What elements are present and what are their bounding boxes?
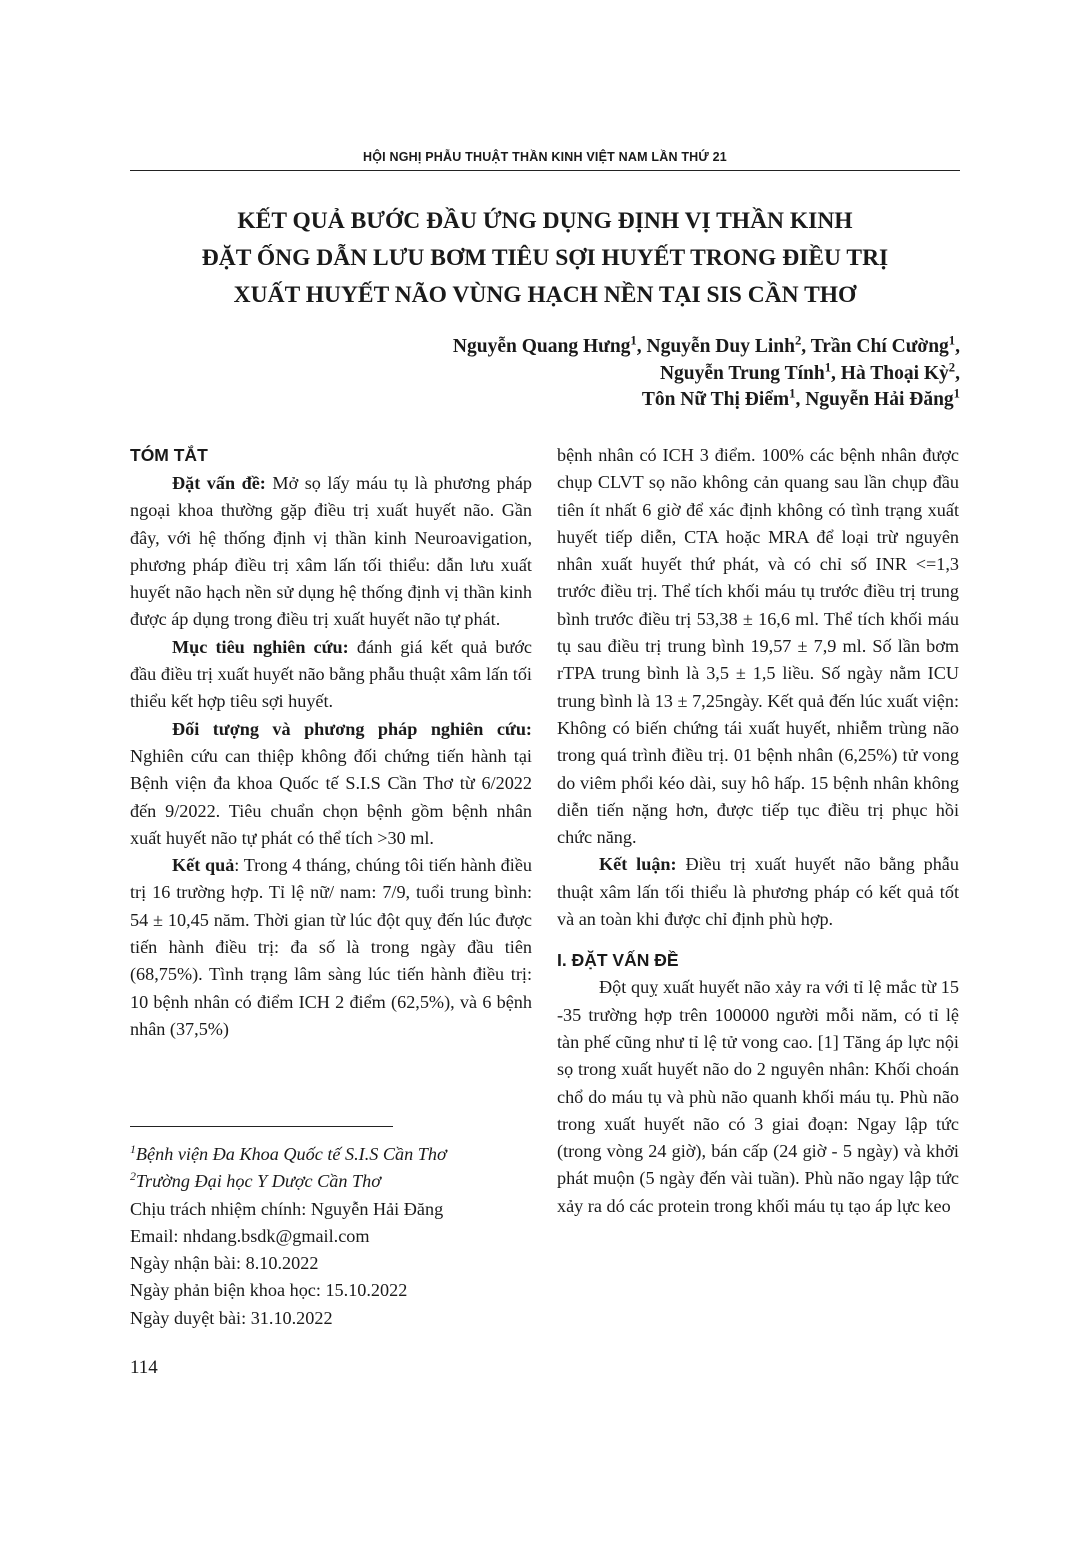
affiliation-marker: 1: [130, 1141, 136, 1156]
author-separator: ,: [801, 336, 811, 357]
objective-text: đánh giá kết quả bước đầu điều trị xuất huyết não bằng phẫu thuật xâm lấn tối thiểu kết hợp tiêu sợi huyết.: [130, 636, 533, 712]
affiliation-1: [130, 1141, 550, 1168]
date-received: Ngày nhận bài: 8.10.2022: [130, 1253, 319, 1274]
left-column: [130, 442, 532, 1043]
corresponding-author: Chịu trách nhiệm chính: Nguyễn Hải Đăng: [130, 1198, 444, 1219]
author-affiliation: 1: [948, 333, 956, 348]
author-affiliation: 2: [948, 360, 956, 374]
author-list: [200, 334, 960, 414]
abstract-background: [130, 470, 532, 634]
right-column: [557, 442, 959, 1220]
author-name: Nguyễn Trung Tính: [659, 362, 825, 384]
background-label: Đặt vấn đề:: [172, 473, 266, 493]
email: Email: nhdang.bsdk@gmail.com: [130, 1225, 370, 1246]
date-reviewed: Ngày phản biện khoa học: 15.10.2022: [130, 1280, 408, 1301]
title-line-3: XUẤT HUYẾT NÃO VÙNG HẠCH NỀN TẠI SIS CẦN THƠ: [233, 282, 857, 308]
author-line-1: [200, 334, 960, 361]
affiliation-text: Trường Đại học Y Dược Cần Thơ: [135, 1171, 381, 1192]
methods-label: Đối tượng và phương pháp nghiên cứu:: [172, 718, 532, 739]
abstract-results: [130, 852, 532, 1043]
header-rule: [130, 170, 960, 171]
author-name: Trần Chí Cường: [810, 336, 949, 357]
author-line-2: [200, 361, 960, 388]
section-1-paragraph: Đột quỵ xuất huyết não xảy ra với tỉ lệ mắc từ 15 -35 trường hợp trên 100000 người mỗi năm, có tỉ lệ tàn phế cũng như tỉ lệ tử vong cao. [1] Tăng áp lực nội sọ trong xuất huyết não do 2 nguyên nhân: Khối choán chổ do máu tụ và phù não quanh khối máu tụ. Phù não trong xuất huyết não có 3 giai đoạn: Ngay lập tức (trong vòng 24 giờ), bán cấp (24 giờ - 5 ngày) và khởi phát muộn (5 ngày đến vài tuần). Phù não ngay lập tức xảy ra dó các protein trong khối máu tụ tạo áp lực keo: [557, 977, 959, 1216]
author-separator: ,: [955, 336, 960, 357]
author-separator: ,: [955, 362, 960, 384]
footnote-rule: [130, 1126, 393, 1127]
footnotes: [130, 1141, 550, 1332]
author-separator: ,: [831, 362, 841, 384]
running-header: HỘI NGHỊ PHẪU THUẬT THẦN KINH VIỆT NAM LẦN THỨ 21: [363, 150, 727, 164]
page-number: 114: [130, 1357, 158, 1378]
results-label: Kết quả: [172, 855, 235, 876]
objective-label: Mục tiêu nghiên cứu:: [172, 636, 349, 657]
affiliation-marker: 2: [130, 1169, 136, 1184]
author-affiliation: 1: [789, 386, 796, 401]
author-affiliation: 1: [824, 360, 832, 374]
author-separator: ,: [636, 336, 647, 357]
author-separator: ,: [795, 389, 806, 410]
abstract-results-continued: bệnh nhân có ICH 3 điểm. 100% các bệnh nhân được chụp CLVT sọ não không cản quang sau lần chụp đầu tiên ít nhất 6 giờ để xác định không có tình trạng xuất huyết tiếp diễn, CTA hoặc MRA để loại trừ nguyên nhân xuất huyết thứ phát, và có chỉ số INR <=1,3 trước điều trị. Thể tích khối máu tụ trước điều trị trung bình trước điều trị 53,38 ± 16,6 ml. Thể tích khối máu tụ sau điều trị trung bình 19,57 ± 7,9 ml. Số lần bơm rTPA trung bình là 3,5 ± 1,5 liều. Số ngày nằm ICU trung bình là 13 ± 7,25ngày. Kết quả đến lúc xuất viện: Không có biến chứng tái xuất huyết, nhiễm trùng não trong quá trình điều trị. 01 bệnh nhân (6,25%) tử vong do viêm phổi kéo dài, suy hô hấp. 15 bệnh nhân không diễn tiến nặng hơn, được tiếp tục điều trị phục hồi chức năng.: [557, 445, 959, 848]
affiliation-2: [130, 1168, 550, 1195]
author-name: Nguyễn Duy Linh: [646, 336, 795, 357]
title-line-2: ĐẶT ỐNG DẪN LƯU BƠM TIÊU SỢI HUYẾT TRONG ĐIỀU TRỊ: [201, 245, 889, 271]
date-accepted: Ngày duyệt bài: 31.10.2022: [130, 1307, 333, 1328]
author-name: Nguyễn Hải Đăng: [805, 389, 954, 410]
author-name: Nguyễn Quang Hưng: [452, 336, 631, 357]
section-1-heading: I. ĐẶT VẤN ĐỀ: [557, 950, 679, 971]
conclusion-label: Kết luận:: [599, 854, 677, 875]
article-title: [130, 203, 960, 314]
author-affiliation: 1: [630, 333, 637, 348]
author-affiliation: 2: [794, 333, 802, 348]
affiliation-text: Bệnh viện Đa Khoa Quốc tế S.I.S Cần Thơ: [135, 1144, 447, 1164]
conclusion-text: Điều trị xuất huyết não bằng phẫu thuật xâm lấn tối thiểu là phương pháp có kết quả tốt và an toàn khi được chỉ định phù hợp.: [557, 854, 959, 930]
abstract-conclusion: [557, 851, 959, 933]
author-name: Hà Thoại Kỳ: [840, 362, 949, 384]
background-text: Mở sọ lấy máu tụ là phương pháp ngoại khoa thường gặp điều trị xuất huyết não. Gần đây, với hệ thống định vị thần kinh Neuroavigation, phương pháp điều trị xâm lấn tối thiểu: dẫn lưu xuất huyết não hạch nền sử dụng hệ thống định vị thần kinh được áp dụng trong điều trị xuất huyết não tự phát.: [130, 473, 532, 630]
abstract-methods: [130, 716, 532, 852]
abstract-objective: [130, 634, 532, 716]
results-text: : Trong 4 tháng, chúng tôi tiến hành điều trị 16 trường hợp. Tỉ lệ nữ/ nam: 7/9, tuổi trung bình: 54 ± 10,45 năm. Thời gian từ lúc đột quỵ đến lúc được tiến hành điều trị: đa số là trong ngày đầu tiên (68,75%). Tình trạng lâm sàng lúc tiến hành điều trị: 10 bệnh nhân có điểm ICH 2 điểm (62,5%), và 6 bệnh nhân (37,5%): [130, 855, 532, 1039]
methods-text: Nghiên cứu can thiệp không đối chứng tiến hành tại Bệnh viện đa khoa Quốc tế S.I.S Cần Thơ từ 6/2022 đến 9/2022. Tiêu chuẩn chọn bệnh gồm bệnh nhân xuất huyết não tự phát có thể tích >30 ml.: [130, 745, 532, 848]
author-line-3: [200, 387, 960, 414]
title-line-1: KẾT QUẢ BƯỚC ĐẦU ỨNG DỤNG ĐỊNH VỊ THẦN KINH: [237, 208, 853, 234]
author-affiliation: 1: [953, 386, 960, 401]
abstract-heading: TÓM TẮT: [130, 445, 208, 465]
author-name: Tôn Nữ Thị Điểm: [641, 389, 790, 410]
